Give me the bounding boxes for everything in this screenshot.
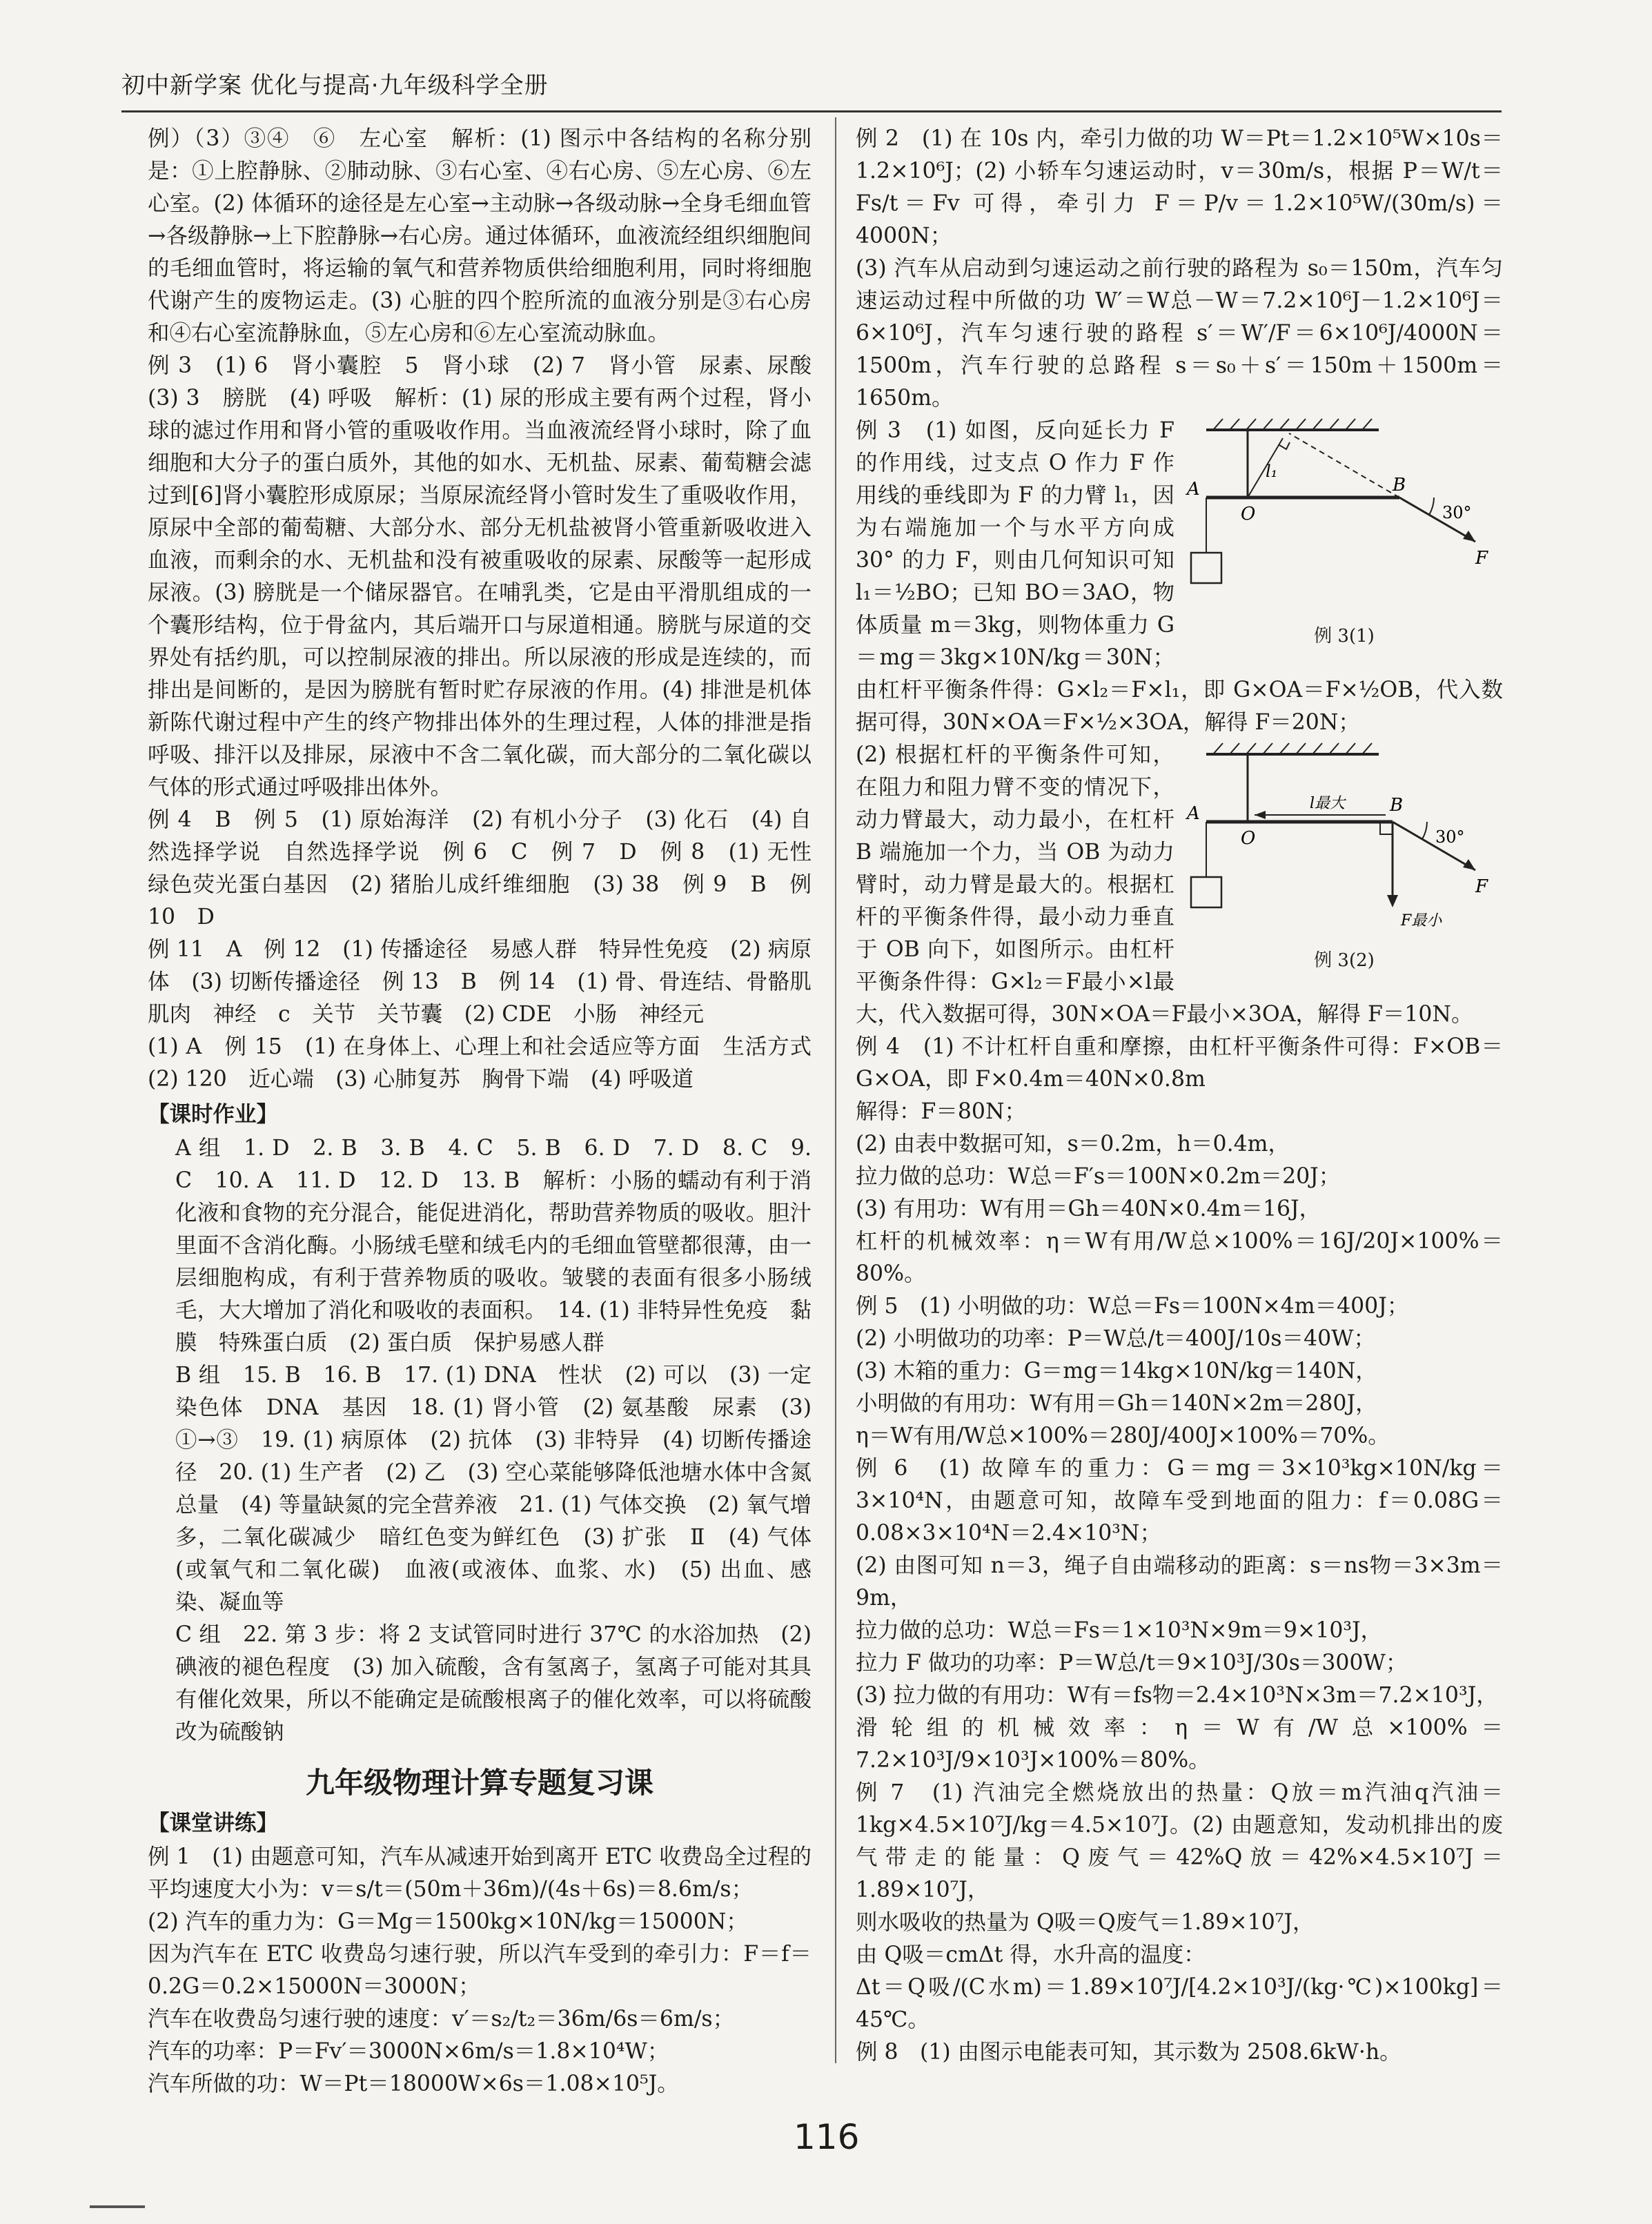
example-5-part-3: (3) 木箱的重力：G＝mg＝14kg×10N/kg＝140N， bbox=[856, 1359, 1377, 1384]
example-4-part-6: 杠杆的机械效率：η＝W有用/W总×100%＝16J/20J×100%＝80%。 bbox=[856, 1229, 1503, 1286]
ceiling-hatch bbox=[1213, 743, 1372, 754]
figure-1-caption: 例 3(1) bbox=[1314, 626, 1375, 647]
header-rule bbox=[121, 110, 1502, 112]
label-o: O bbox=[1241, 828, 1256, 849]
lever-diagram-1 bbox=[1186, 415, 1503, 615]
example-1-part-4: 汽车在收费岛匀速行驶的速度：v′＝s₂/t₂＝36m/6s＝6m/s； bbox=[148, 2007, 735, 2031]
force-f-arrowhead bbox=[1463, 859, 1475, 870]
label-f: F bbox=[1475, 548, 1488, 569]
lever-figure-2 bbox=[1186, 739, 1503, 971]
example-6-part-1: 例 6 (1) 故障车的重力：G＝mg＝3×10³kg×10N/kg＝3×10⁴N，由题意可知，故障车受到地面的阻力：f＝0.08G＝0.08×3×10⁴N＝2.4×10³N； bbox=[856, 1456, 1503, 1546]
example-1-part-6: 汽车所做的功：W＝Pt＝18000W×6s＝1.08×10⁵J。 bbox=[148, 2072, 679, 2096]
paragraph-heart-circulation: 例）（3）③④ ⑥ 左心室 解析：(1) 图示中各结构的名称分别是：①上腔静脉、②肺动脉、③右心室、④右心房、⑤左心房、⑥左心室。(2) 体循环的途径是左心室→主动脉→各级动脉→全身毛细血管→各级静脉→上下腔静脉→右心房。通过体循环，血液流经组织细胞间的毛细血管时，将运输的氧气和营养物质供给细胞利用，同时将细胞代谢产生的废物运走。(3) 心脏的四个腔所流的血液分别是③右心房和④右心室流静脉血，⑤左心房和⑥左心室流动脉血。 bbox=[148, 126, 812, 346]
label-lmax: l最大 bbox=[1310, 795, 1346, 812]
paragraph-example-15: (1) A 例 15 (1) 在身体上、心理上和社会适应等方面 生活方式 (2) 120 近心端 (3) 心肺复苏 胸骨下端 (4) 呼吸道 bbox=[148, 1034, 834, 1092]
example-3-part-2-block bbox=[856, 739, 1503, 1031]
example-1-part-3: 因为汽车在 ETC 收费岛匀速行驶，所以汽车受到的牵引力：F＝f＝0.2G＝0.2×15000N＝3000N； bbox=[148, 1942, 812, 1999]
paragraph-example-3: 例 3 (1) 6 肾小囊腔 5 肾小球 (2) 7 肾小管 尿素、尿酸 (3) 3 膀胱 (4) 呼吸 解析：(1) 尿的形成主要有两个过程，肾小球的滤过作用和肾小管的重吸收作用。当血液流经肾小球时，除了血细胞和大分子的蛋白质外，其他的如水、无机盐、尿素、葡萄糖会滤过到[6]肾小囊腔形成原尿；当原尿流经肾小管时发生了重吸收作用，原尿中全部的葡萄糖、大部分水、部分无机盐被肾小管重新吸收进入血液，而剩余的水、无机盐和没有被重吸收的尿素、尿酸等一起形成尿液。(3) 膀胱是一个储尿器官。在哺乳类，它是由平滑肌组成的一个囊形结构，位于骨盆内，其后端开口与尿道相通。膀胱与尿道的交界处有括约肌，可以控制尿液的排出。所以尿液的形成是连续的，而排出是间断的，是因为膀胱有暂时贮存尿液的作用。(4) 排泄是机体新陈代谢过程中产生的终产物排出体外的生理过程，人体的排泄是指呼吸、排汗以及排尿，尿液中不含二氧化碳，而大部分的二氧化碳以气体的形式通过呼吸排出体外。 bbox=[148, 353, 834, 800]
example-4-part-2: 解得：F＝80N； bbox=[856, 1099, 1027, 1124]
example-3-part-1: 例 3 (1) 如图，反向延长力 F 的作用线，过支点 O 作力 F 作用线的垂线即为 F 的力臂 l₁，因为右端施加一个与水平方向成 30° 的力 F，则由几何知识可知 l₁＝½BO；已知 BO＝3AO，物体质量 m＝3kg，则物体重力 G＝mg＝3kg×10N/kg＝30N；由杠杆平衡条件得：G×l₂＝F×l₁，即 G×OA＝F×½OB，代入数据可得，30N×OA＝F×½×3OA，解得 F＝20N； bbox=[856, 418, 1503, 735]
example-6-part-2: (2) 由图可知 n＝3，绳子自由端移动的距离：s＝ns物＝3×3m＝9m， bbox=[856, 1553, 1503, 1611]
example-1-part-1: 例 1 (1) 由题意可知，汽车从减速开始到离开 ETC 收费岛全过程的平均速度大小为：v＝s/t＝(50m＋36m)/(4s＋6s)＝8.6m/s； bbox=[148, 1844, 812, 1902]
example-1-part-2: (2) 汽车的重力为：G＝Mg＝1500kg×10N/kg＝15000N； bbox=[148, 1909, 748, 1934]
column-divider bbox=[835, 117, 836, 2063]
example-7-part-3: 由 Q吸＝cmΔt 得，水升高的温度： bbox=[856, 1942, 1206, 1967]
label-angle: 30° bbox=[1435, 827, 1465, 847]
example-4-part-1: 例 4 (1) 不计杠杆自重和摩擦，由杠杆平衡条件可得：F×OB＝G×OA，即 F×0.4m＝40N×0.8m bbox=[856, 1034, 1503, 1092]
example-3-part-1-block bbox=[856, 415, 1503, 739]
label-l1: l₁ bbox=[1266, 462, 1278, 481]
class-practice-heading: 【课堂讲练】 bbox=[148, 1811, 279, 1836]
example-2-part-1: 例 2 (1) 在 10s 内，牵引力做的功 W＝Pt＝1.2×10⁵W×10s＝1.2×10⁶J；(2) 小轿车匀速运动时，v＝30m/s，根据 P＝W/t＝Fs/t＝Fv 可得，牵引力 F＝P/v＝1.2×10⁵W/(30m/s)＝4000N； bbox=[856, 126, 1503, 248]
label-o: O bbox=[1241, 504, 1256, 524]
example-7-part-4: Δt＝Q吸/(C水m)＝1.89×10⁷J/[4.2×10³J/(kg·℃)×100kg]＝45℃。 bbox=[856, 1975, 1503, 2032]
section-title: 九年级物理计算专题复习课 bbox=[305, 1766, 653, 1800]
paragraph-examples-4-10: 例 4 B 例 5 (1) 原始海洋 (2) 有机小分子 (3) 化石 (4) 自然选择学说 自然选择学说 例 6 C 例 7 D 例 8 (1) 无性 绿色荧光蛋白基因 (2) 猪胎儿成纤维细胞 (3) 38 例 9 B 例 10 D bbox=[148, 807, 834, 929]
label-angle: 30° bbox=[1442, 503, 1472, 522]
force-fmin-arrowhead bbox=[1387, 895, 1398, 907]
weight-block bbox=[1191, 553, 1221, 583]
angle-arc bbox=[1422, 822, 1427, 839]
group-b-answers: B 组 15. B 16. B 17. (1) DNA 性状 (2) 可以 (3) 一定 染色体 DNA 基因 18. (1) 肾小管 (2) 氨基酸 尿素 (3) ①→③ 19. (1) 病原体 (2) 抗体 (3) 非特异 (4) 切断传播途径 20. (1) 生产者 (2) 乙 (3) 空心菜能够降低池塘水体中含氮总量 (4) 等量缺氮的完全营养液 21. (1) 气体交换 (2) 氧气增多，二氧化碳减少 暗红色变为鲜红色 (3) 扩张 Ⅱ (4) 气体(或氧气和二氧化碳) 血液(或液体、血浆、水) (5) 出血、感染、凝血等 bbox=[175, 1363, 834, 1615]
example-5-part-4: 小明做的有用功：W有用＝Gh＝140N×2m＝280J， bbox=[856, 1391, 1377, 1416]
label-fmin: F最小 bbox=[1401, 912, 1442, 929]
label-b: B bbox=[1393, 475, 1406, 495]
example-4-part-4: 拉力做的总功：W总＝F′s＝100N×0.2m＝20J； bbox=[856, 1164, 1341, 1189]
example-4-part-3: (2) 由表中数据可知，s＝0.2m，h＝0.4m， bbox=[856, 1132, 1290, 1157]
ceiling-hatch bbox=[1213, 419, 1372, 430]
example-5-part-1: 例 5 (1) 小明做的功：W总＝Fs＝100N×4m＝400J； bbox=[856, 1294, 1409, 1319]
example-1-part-5: 汽车的功率：P＝Fv′＝3000N×6m/s＝1.8×10⁴W； bbox=[148, 2039, 669, 2064]
running-header: 初中新学案 优化与提高·九年级科学全册 bbox=[121, 72, 549, 99]
example-7-part-1: 例 7 (1) 汽油完全燃烧放出的热量：Q放＝m汽油q汽油＝1kg×4.5×10⁷J/kg＝4.5×10⁷J。(2) 由题意知，发动机排出的废气带走的能量：Q废气＝42%Q放＝42%×4.5×10⁷J＝1.89×10⁷J， bbox=[856, 1780, 1503, 1902]
right-column bbox=[856, 123, 1503, 2069]
example-3-part-2: (2) 根据杠杆的平衡条件可知，在阻力和阻力臂不变的情况下，动力臂最大，动力最小，在杠杆 B 端施加一个力，当 OB 为动力臂时，动力臂是最大的。根据杠杆的平衡条件得，最小动力垂直于 OB 向下，如图所示。由杠杆平衡条件得：G×l₂＝F最小×l最大，代入数据可得，30N×OA＝F最小×3OA，解得 F＝10N。 bbox=[856, 742, 1473, 1027]
right-angle-mark bbox=[1380, 822, 1393, 834]
group-a-answers: A 组 1. D 2. B 3. B 4. C 5. B 6. D 7. D 8. C 9. C 10. A 11. D 12. D 13. B 解析：小肠的蠕动有利于消化液和食物的充分混合，能促进消化，帮助营养物质的吸收。胆汁里面不含消化酶。小肠绒毛壁和绒毛内的毛细血管壁都很薄，由一层细胞构成，有利于营养物质的吸收。皱襞的表面有很多小肠绒毛，大大增加了消化和吸收的表面积。 14. (1) 非特异性免疫 黏膜 特殊蛋白质 (2) 蛋白质 保护易感人群 bbox=[175, 1136, 812, 1355]
example-5-part-2: (2) 小明做功的功率：P＝W总/t＝400J/10s＝40W； bbox=[856, 1326, 1376, 1351]
bottom-edge-mark bbox=[90, 2205, 145, 2208]
example-7-part-2: 则水吸收的热量为 Q吸＝Q废气＝1.89×10⁷J， bbox=[856, 1910, 1315, 1935]
example-6-part-6: 滑轮组的机械效率：η＝W有/W总×100%＝7.2×10³J/9×10³J×100%＝80%。 bbox=[856, 1715, 1503, 1773]
label-f: F bbox=[1475, 876, 1488, 897]
example-2-part-2: (3) 汽车从启动到匀速运动之前行驶的路程为 s₀＝150m，汽车匀速运动过程中所做的功 W′＝W总－W＝7.2×10⁶J－1.2×10⁶J＝6×10⁶J，汽车匀速行驶的路程 s′＝W′/F＝6×10⁶J/4000N＝1500m，汽车行驶的总路程 s＝s₀＋s′＝150m＋1500m＝1650m。 bbox=[856, 256, 1503, 411]
figure-2-caption: 例 3(2) bbox=[1314, 950, 1375, 971]
example-6-part-4: 拉力 F 做功的功率：P＝W总/t＝9×10³J/30s＝300W； bbox=[856, 1651, 1408, 1675]
page-number: 116 bbox=[794, 2117, 860, 2157]
label-a: A bbox=[1187, 479, 1200, 500]
moment-arm-arrowhead bbox=[1255, 811, 1266, 819]
example-6-part-5: (3) 拉力做的有用功：W有＝fs物＝2.4×10³N×3m＝7.2×10³J， bbox=[856, 1683, 1498, 1708]
example-8-part-1: 例 8 (1) 由图示电能表可知，其示数为 2508.6kW·h。 bbox=[856, 2040, 1402, 2065]
example-6-part-3: 拉力做的总功：W总＝Fs＝1×10³N×9m＝9×10³J， bbox=[856, 1618, 1383, 1643]
force-extension-line bbox=[1289, 433, 1399, 498]
left-column bbox=[148, 123, 834, 2100]
label-a: A bbox=[1187, 803, 1200, 824]
label-b: B bbox=[1390, 795, 1404, 816]
example-5-part-5: η＝W有用/W总×100%＝280J/400J×100%＝70%。 bbox=[856, 1424, 1390, 1448]
homework-heading: 【课时作业】 bbox=[148, 1102, 279, 1127]
group-c-answers: C 组 22. 第 3 步：将 2 支试管同时进行 37℃ 的水浴加热 (2) 碘液的褪色程度 (3) 加入硫酸，含有氢离子，氢离子可能对其具有催化效果，所以不能确定是硫酸根离子的催化效率，可以将硫酸改为硫酸钠 bbox=[175, 1622, 812, 1744]
weight-block bbox=[1191, 877, 1221, 907]
lever-figure-1 bbox=[1186, 415, 1503, 647]
force-f-arrowhead bbox=[1463, 531, 1475, 542]
angle-arc bbox=[1429, 498, 1434, 515]
example-4-part-5: (3) 有用功：W有用＝Gh＝40N×0.4m＝16J， bbox=[856, 1197, 1321, 1221]
paragraph-examples-11-14: 例 11 A 例 12 (1) 传播途径 易感人群 特异性免疫 (2) 病原体 (3) 切断传播途径 例 13 B 例 14 (1) 骨、骨连结、骨骼肌 肌肉 神经 c 关节 关节囊 (2) CDE 小肠 神经元 bbox=[148, 937, 834, 1027]
lever-diagram-2 bbox=[1186, 739, 1503, 939]
right-angle-mark bbox=[1279, 442, 1290, 449]
